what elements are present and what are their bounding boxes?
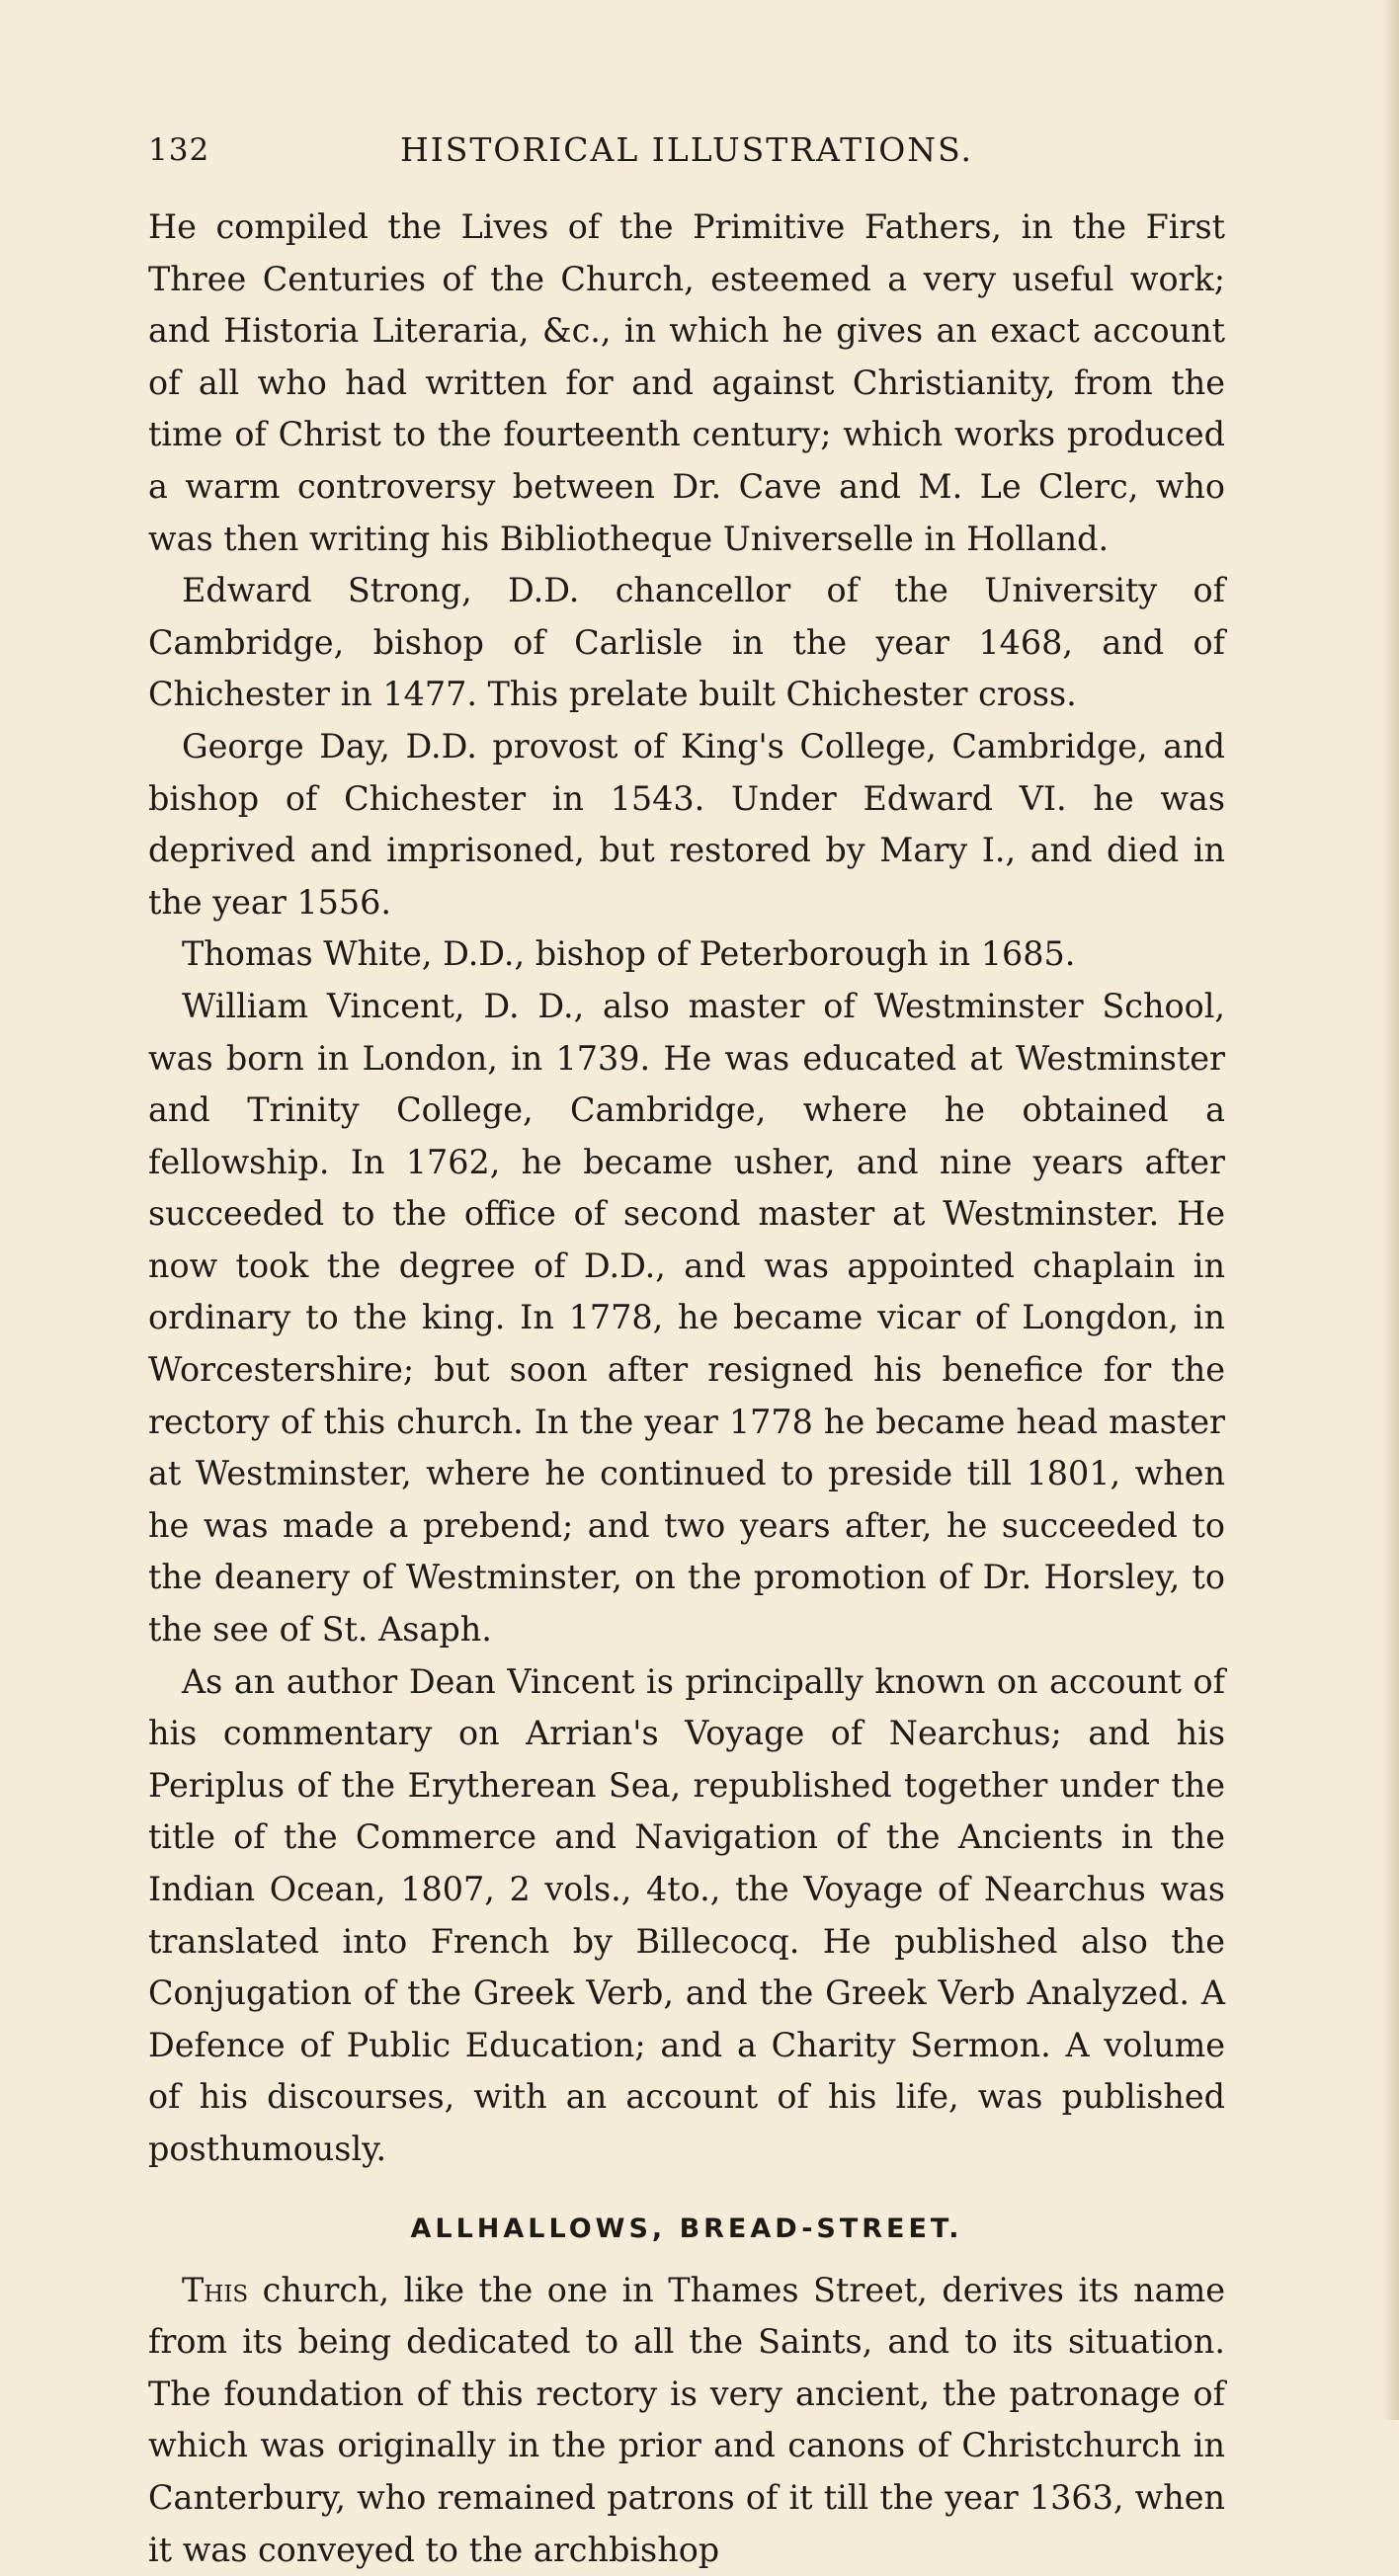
opening-text: church, like the one in Thames Street, derives its name from its being dedicated to all the Saints, and to its situation. The foundation of this rectory is very ancient, the patronage of which was originally in the prior and canons of Christchurch in Canterbury, who remained patrons of it till the year 1363, when it was conveyed to the archbishop <box>148 2270 1225 2569</box>
paragraph-cave-works: He compiled the Lives of the Primitive Fathers, in the First Three Centuries of the Church, esteemed a very useful work; and Historia Literaria, &c., in which he gives an exact account of all who had written for and against Christianity, from the time of Christ to the fourteenth century; which works produced a warm controversy between Dr. Cave and M. Le Clerc, who was then writing his Bibliotheque Universelle in Holland. <box>148 207 1225 558</box>
book-page <box>148 126 1225 2576</box>
paragraph-thomas-white: Thomas White, D.D., bishop of Peterborough in 1685. <box>182 934 1076 974</box>
paragraph-allhallows <box>148 2265 1225 2576</box>
running-title: HISTORICAL ILLUSTRATIONS. <box>399 130 974 169</box>
body-text <box>148 201 1225 2576</box>
paragraph-george-day: George Day, D.D. provost of King's College, Cambridge, and bishop of Chichester in 1543. Under Edward VI. he was deprived and imprisoned, but restored by Mary I., and died in the year 1556. <box>148 726 1225 922</box>
section-heading: ALLHALLOWS, BREAD-STREET. <box>410 2213 963 2244</box>
page-number: 132 <box>148 132 210 168</box>
paragraph-edward-strong: Edward Strong, D.D. chancellor of the University of Cambridge, bishop of Carlisle in the year 1468, and of Chichester in 1477. This prelate built Chichester cross. <box>148 571 1225 714</box>
opening-word: This <box>182 2270 249 2309</box>
running-head <box>148 126 1225 182</box>
paragraph-dean-vincent-author: As an author Dean Vincent is principally known on account of his commentary on Arrian's Voyage of Nearchus; and his Periplus of the Erytherean Sea, republished together under the title of the Commerce and Navigation of the Ancients in the Indian Ocean, 1807, 2 vols., 4to., the Voyage of Nearchus was translated into French by Billecocq. He published also the Conjugation of the Greek Verb, and the Greek Verb Analyzed. A Defence of Public Education; and a Charity Sermon. A volume of his discourses, with an account of his life, was published posthumously. <box>148 1661 1225 2168</box>
paragraph-william-vincent: William Vincent, D. D., also master of Westminster School, was born in London, in 1739. He was educated at Westminster and Trinity College, Cambridge, where he obtained a fellowship. In 1762, he became usher, and nine years after succeeded to the office of second master at Westminster. He now took the degree of D.D., and was appointed chaplain in ordinary to the king. In 1778, he became vicar of Longdon, in Worcestershire; but soon after resigned his benefice for the rectory of this church. In the year 1778 he became head master at Westminster, where he continued to preside till 1801, when he was made a prebend; and two years after, he succeeded to the deanery of Westminster, on the promotion of Dr. Horsley, to the see of St. Asaph. <box>148 986 1225 1650</box>
page-edge-shadow <box>1381 0 1399 2420</box>
